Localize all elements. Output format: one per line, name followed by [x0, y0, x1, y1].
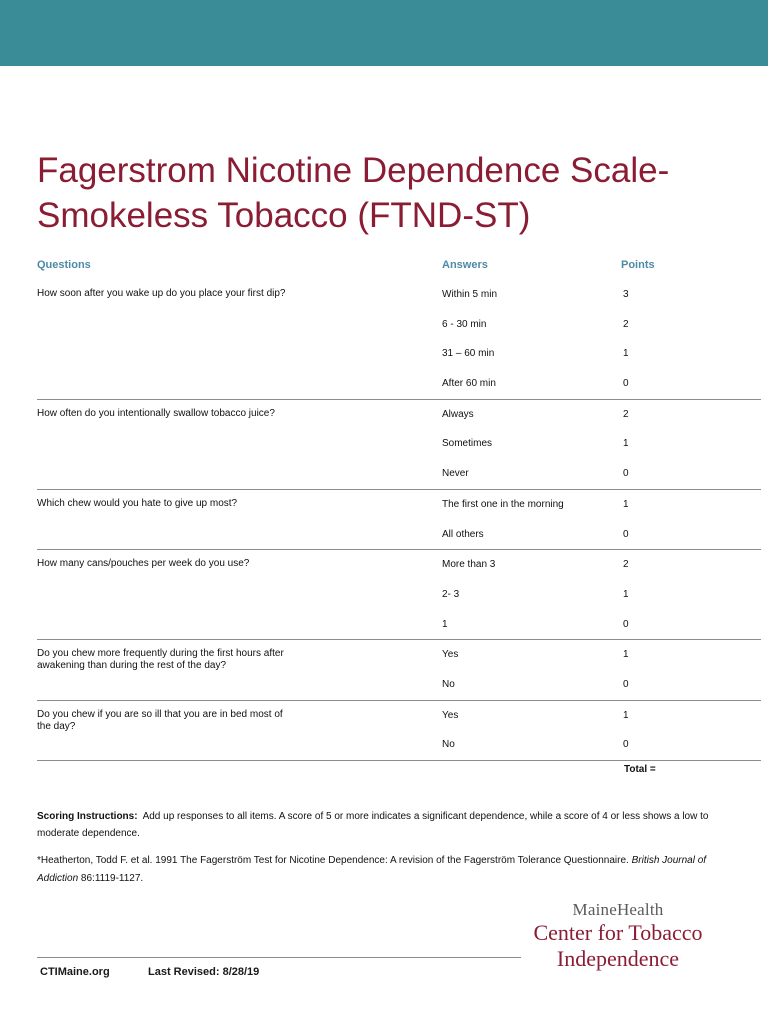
answer-row	[37, 701, 761, 731]
top-banner	[0, 0, 768, 66]
question-block	[37, 550, 761, 640]
answer-points: 1	[623, 438, 629, 450]
question-text: Which chew would you hate to give up most?	[37, 497, 238, 509]
answer-points: 1	[623, 709, 629, 721]
citation-journal: British Journal of Addiction	[37, 855, 707, 884]
total-label: Total =	[624, 764, 656, 775]
logo-line-1: MaineHealth	[572, 900, 664, 919]
answer-points: 1	[623, 348, 629, 360]
answer-points: 2	[623, 408, 629, 420]
answer-text: Never	[442, 468, 469, 480]
answer-points: 1	[623, 588, 629, 600]
column-header-answers: Answers	[442, 259, 488, 271]
answer-text: Always	[442, 408, 474, 420]
answer-text: Yes	[442, 649, 459, 661]
answer-row	[37, 520, 761, 550]
answer-points: 2	[623, 559, 629, 571]
scale-table	[37, 280, 761, 761]
answer-row	[37, 459, 761, 489]
answer-points: 3	[623, 289, 629, 300]
answer-row	[37, 550, 761, 580]
answer-row	[37, 429, 761, 459]
answer-text: 31 – 60 min	[442, 348, 495, 360]
question-block	[37, 490, 761, 550]
question-block	[37, 640, 761, 700]
answer-row	[37, 610, 761, 640]
answer-points: 1	[623, 498, 629, 510]
scoring-text: Add up responses to all items. A score of 5 or more indicates a significant dependence, while a score of 4 or less shows a low to moderate dependence.	[37, 811, 709, 839]
answer-text: 2- 3	[442, 588, 460, 600]
answer-text: After 60 min	[442, 378, 496, 390]
answer-row	[37, 640, 761, 670]
answer-row	[37, 670, 761, 700]
column-header-questions: Questions	[37, 259, 91, 271]
answer-row	[37, 730, 761, 760]
question-text: How often do you intentionally swallow tobacco juice?	[37, 407, 275, 419]
scoring-label: Scoring Instructions:	[37, 811, 138, 822]
answer-points: 0	[623, 468, 629, 480]
footer-divider	[37, 957, 521, 958]
citation	[37, 852, 737, 888]
maine-health-logo	[505, 900, 731, 972]
answer-row	[37, 490, 761, 520]
footer-site: CTIMaine.org	[40, 966, 110, 978]
column-header-points: Points	[621, 259, 655, 271]
answer-text: No	[442, 739, 455, 751]
question-text: Do you chew if you are so ill that you are in bed most of the day?	[37, 708, 283, 732]
answer-text: More than 3	[442, 559, 496, 571]
question-text: Do you chew more frequently during the first hours after awakening than during the rest of the day?	[37, 648, 284, 672]
footer-revised: Last Revised: 8/28/19	[148, 966, 260, 978]
page-title	[37, 148, 737, 238]
answer-text: Within 5 min	[442, 289, 498, 300]
question-text: How many cans/pouches per week do you use?	[37, 558, 250, 570]
answer-text: Sometimes	[442, 438, 493, 450]
answer-points: 1	[623, 649, 629, 661]
answer-points: 2	[623, 318, 629, 330]
answer-text: No	[442, 678, 455, 690]
title-line-2: Smokeless Tobacco (FTND-ST)	[37, 196, 531, 235]
answer-points: 0	[623, 378, 629, 390]
answer-text: Yes	[442, 709, 459, 721]
answer-text: 6 - 30 min	[442, 318, 487, 330]
citation-text: *Heatherton, Todd F. et al. 1991 The Fagerström Test for Nicotine Dependence: A revision of the Fagerström Tolerance Questionnaire.	[37, 855, 629, 866]
scoring-instructions	[37, 808, 737, 842]
title-line-1: Fagerstrom Nicotine Dependence Scale-	[37, 151, 670, 190]
answer-row	[37, 580, 761, 610]
answer-points: 0	[623, 739, 629, 751]
citation-pages: 86:1119-1127.	[80, 873, 144, 884]
question-block	[37, 400, 761, 490]
answer-row	[37, 280, 761, 310]
answer-points: 0	[623, 678, 629, 690]
logo-line-2: Center for Tobacco	[533, 920, 703, 945]
answer-points: 0	[623, 618, 629, 630]
answer-text: All others	[442, 528, 484, 540]
answer-text: The first one in the morning	[442, 498, 564, 510]
logo-line-3: Independence	[556, 946, 680, 971]
answer-row	[37, 310, 761, 340]
answer-row	[37, 400, 761, 430]
answer-points: 0	[623, 528, 629, 540]
question-block	[37, 701, 761, 761]
question-text: How soon after you wake up do you place your first dip?	[37, 288, 286, 299]
question-block	[37, 280, 761, 400]
answer-row	[37, 339, 761, 369]
answer-text: 1	[442, 618, 448, 630]
answer-row	[37, 369, 761, 399]
